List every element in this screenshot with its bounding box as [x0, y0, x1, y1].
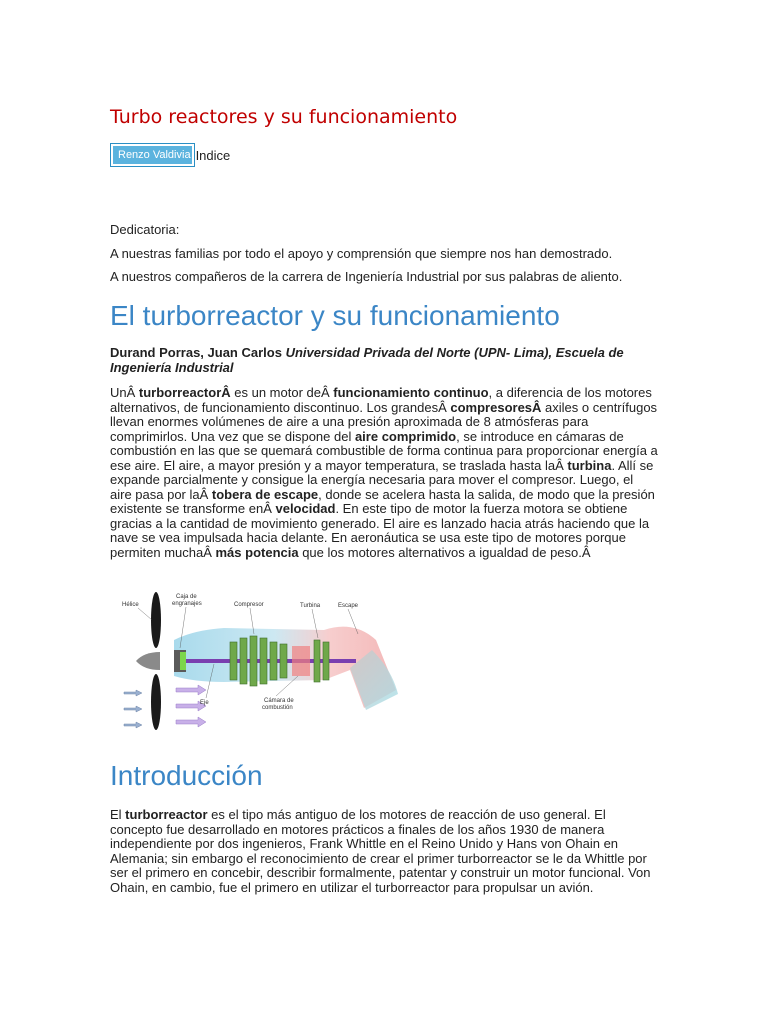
text-run: , donde se acelera hasta la salida, de modo que la presión existente se transforme enÂ	[110, 486, 655, 516]
turbojet-diagram	[114, 590, 414, 734]
label-camara-line1: Cámara de	[264, 698, 294, 704]
propeller-blade-bottom	[151, 674, 161, 730]
label-eje: Eje	[200, 700, 209, 706]
text-run: , a diferencia de los motores alternativos, de funcionamiento discontinuo. Los grandesÂ	[110, 385, 652, 415]
label-camara-line2: combustión	[262, 705, 293, 711]
bold-term: más potencia	[215, 544, 299, 560]
paragraph-turborreactor	[110, 386, 658, 560]
label-helice: Hélice	[122, 602, 139, 608]
bold-term: aire comprimido	[354, 428, 457, 444]
text-run: , se introduce en cámaras de combustión en las que se quemará combustible de forma continua para proporcionar energía a ese aire. El aire, a mayor presión y a mayor temperatura, se traslada hasta laÂ	[110, 428, 658, 473]
byline-author: Durand Porras, Juan Carlos	[110, 345, 286, 360]
text-run: axiles o centrífugos llevan enormes volúmenes de aire a una presión aproximada de 8 atmósferas para comprimirlos. Una vez que se dispone del	[110, 399, 658, 444]
index-link[interactable]: Indice	[195, 147, 231, 163]
byline-affiliation: Universidad Privada del Norte (UPN- Lima), Escuela de Ingeniería Industrial	[110, 345, 624, 375]
bold-term: tobera de escape	[211, 486, 319, 502]
dedicatoria-line-1: A nuestras familias por todo el apoyo y comprensión que siempre nos han demostrado.	[110, 246, 613, 261]
document-title: Turbo reactores y su funcionamiento	[110, 106, 458, 128]
propeller-blade-top	[151, 592, 161, 648]
bold-term: velocidad	[275, 501, 336, 516]
bold-term: funcionamiento continuo	[333, 385, 489, 400]
bold-term: compresoresÂ	[450, 399, 542, 415]
label-compresor: Compresor	[234, 602, 264, 608]
intake-arrows	[176, 685, 206, 727]
propeller-spinner	[136, 652, 160, 670]
text-run: . En este tipo de motor la fuerza motora se obtiene gracias a la cantidad de movimiento generado. El aire es lanzado hacia atrás haciendo que la nave se vea impulsada hacia delante. En aeronáutica se usa este tipo de motores porque permiten muchaÂ	[110, 501, 650, 560]
label-caja-line2: engranajes	[172, 601, 202, 607]
label-turbina: Turbina	[300, 603, 321, 609]
section-heading-introduccion: Introducción	[110, 760, 263, 791]
front-arrows	[124, 690, 142, 728]
label-escape: Escape	[338, 603, 359, 609]
text-run: es un motor deÂ	[230, 385, 334, 400]
dedicatoria-line-2: A nuestros compañeros de la carrera de Ingeniería Industrial por sus palabras de aliento.	[110, 269, 623, 284]
label-caja-line1: Caja de	[176, 594, 197, 600]
text-run: que los motores alternativos a igualdad de peso.Â	[298, 544, 591, 560]
paragraph-introduccion	[110, 808, 658, 895]
bold-term: turborreactorÂ	[138, 385, 231, 400]
gearbox-highlight	[180, 652, 186, 670]
bold-term: turbina	[567, 457, 612, 473]
text-run: El	[110, 807, 126, 822]
section-heading-main: El turborreactor y su funcionamiento	[110, 300, 560, 331]
combustion-chamber	[292, 646, 310, 676]
author-button[interactable]: Renzo Valdivia	[110, 143, 195, 167]
text-run: UnÂ	[110, 385, 139, 400]
dedicatoria-label: Dedicatoria:	[110, 222, 180, 237]
bold-term: turborreactor	[125, 807, 208, 822]
byline	[110, 345, 658, 375]
text-run: . Allí se expande parcialmente y consigue la energía necesaria para mover el compresor. Luego, el aire pasa por laÂ	[110, 457, 654, 502]
author-row	[110, 143, 230, 167]
text-run: es el tipo más antiguo de los motores de reacción de uso general. El concepto fue desarrollado en motores prácticos a finales de los años 1930 de manera independiente por dos ingenieros, Frank Whittle en el Reino Unido y Hans von Ohain en Alemania; sin embargo el reconocimiento de crear el primer turborreactor se le da Whittle por ser el primero en concebir, describir formalmente, patentar y construir un motor funcional. Von Ohain, en cambio, fue el primero en utilizar el turborreactor para propulsar un avión.	[110, 807, 651, 895]
